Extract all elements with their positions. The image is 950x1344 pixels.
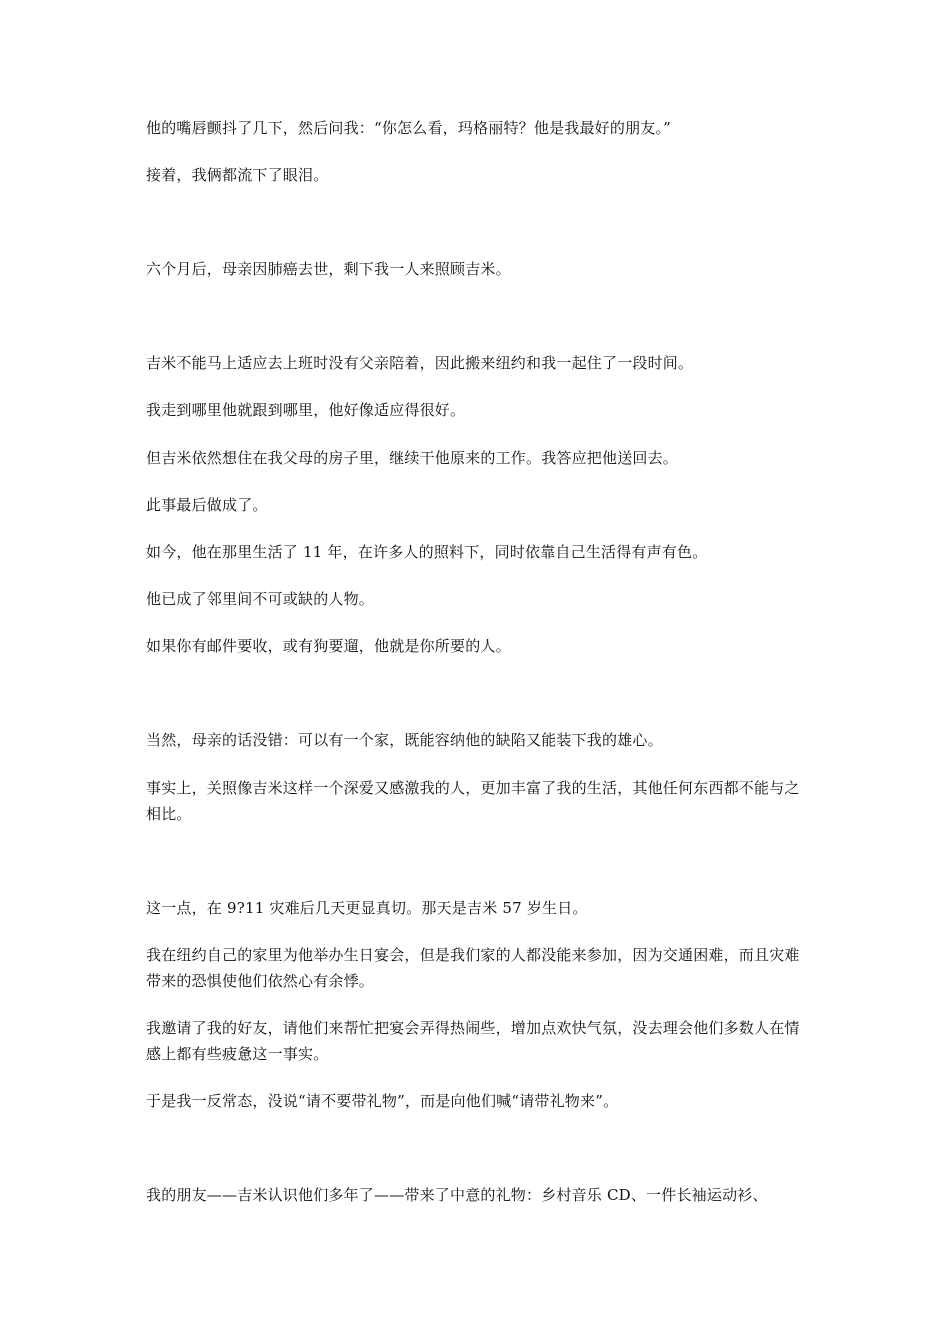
paragraph-11: 当然，母亲的话没错：可以有一个家，既能容纳他的缺陷又能装下我的雄心。 (146, 731, 663, 749)
paragraph-12: 事实上，关照像吉米这样一个深爱又感激我的人，更加丰富了我的生活，其他任何东西都不能与之相比。 (146, 779, 800, 823)
paragraph-13: 这一点，在 9?11 灾难后几天更显真切。那天是吉米 57 岁生日。 (146, 899, 588, 917)
paragraph-5: 我走到哪里他就跟到哪里，他好像适应得很好。 (146, 401, 466, 419)
paragraph-10: 如果你有邮件要收，或有狗要遛，他就是你所要的人。 (146, 637, 511, 655)
paragraph-1: 他的嘴唇颤抖了几下，然后问我：“你怎么看，玛格丽特？他是我最好的朋友。” (146, 119, 672, 137)
paragraph-6: 但吉米依然想住在我父母的房子里，继续干他原来的工作。我答应把他送回去。 (146, 449, 679, 467)
paragraph-2: 接着，我俩都流下了眼泪。 (146, 166, 329, 184)
paragraph-4: 吉米不能马上适应去上班时没有父亲陪着，因此搬来纽约和我一起住了一段时间。 (146, 354, 694, 372)
paragraph-3: 六个月后，母亲因肺癌去世，剩下我一人来照顾吉米。 (146, 260, 511, 278)
paragraph-16: 于是我一反常态，没说“请不要带礼物”，而是向他们喊“请带礼物来”。 (146, 1092, 619, 1110)
paragraph-7: 此事最后做成了。 (146, 496, 268, 514)
paragraph-14: 我在纽约自己的家里为他举办生日宴会，但是我们家的人都没能来参加，因为交通困难，而且灾难带来的恐惧使他们依然心有余悸。 (146, 946, 800, 990)
paragraph-8: 如今，他在那里生活了 11 年，在许多人的照料下，同时依靠自己生活得有声有色。 (146, 543, 708, 561)
paragraph-15: 我邀请了我的好友，请他们来帮忙把宴会弄得热闹些，增加点欢快气氛，没去理会他们多数人在情感上都有些疲惫这一事实。 (146, 1019, 800, 1063)
paragraph-9: 他已成了邻里间不可或缺的人物。 (146, 590, 375, 608)
paragraph-17: 我的朋友——吉米认识他们多年了——带来了中意的礼物：乡村音乐 CD、一件长袖运动衫、 (146, 1186, 768, 1204)
